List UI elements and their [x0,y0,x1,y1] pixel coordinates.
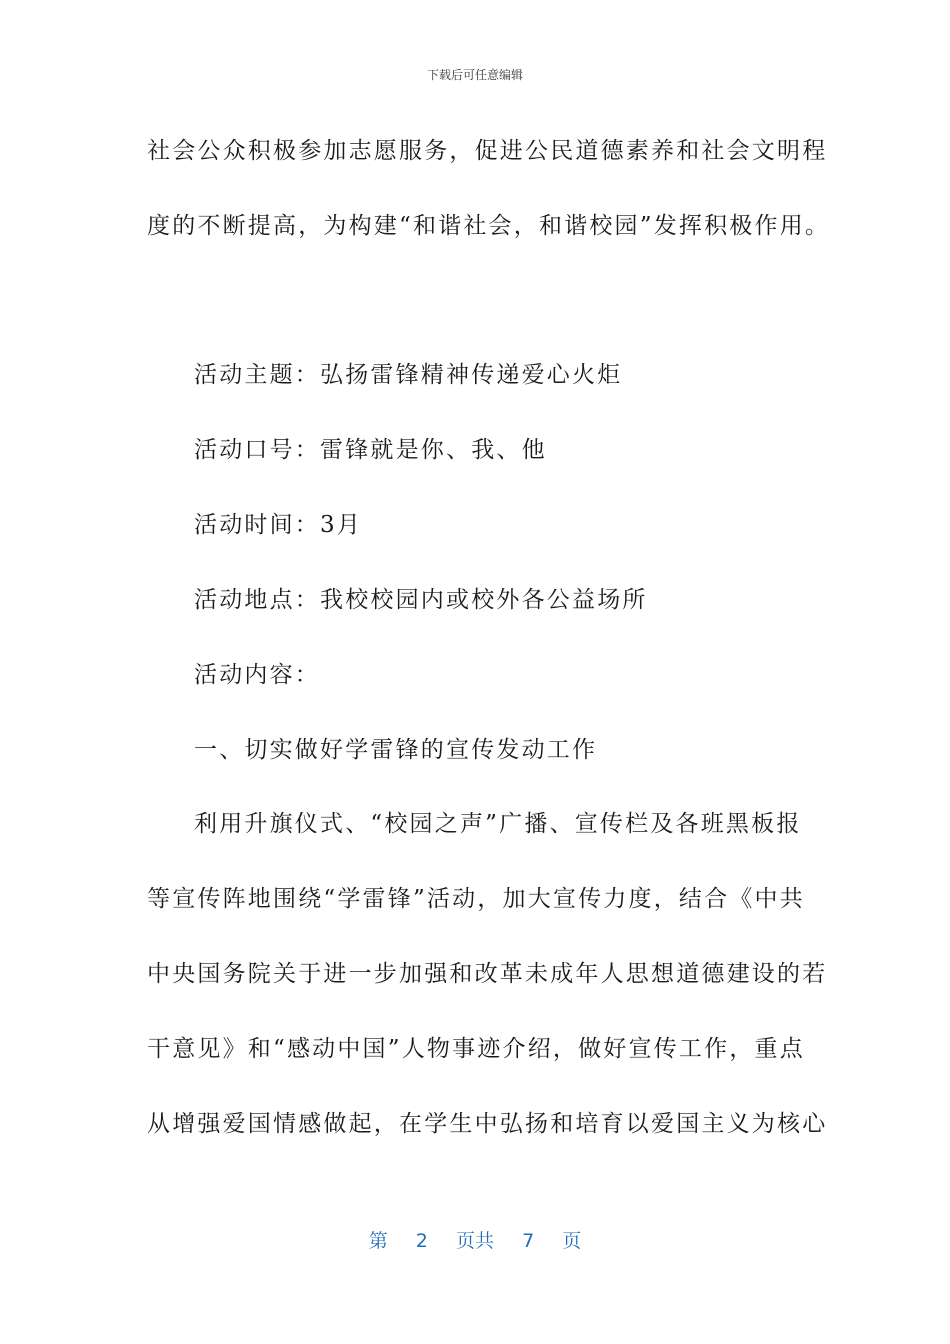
activity-theme: 活动主题：弘扬雷锋精神传递爱心火炬 [194,362,623,388]
current-page-number: 2 [415,1230,428,1252]
paragraph-line: 等宣传阵地围绕“学雷锋”活动，加大宣传力度，结合《中共 [147,886,805,912]
footer-prefix: 第 [368,1230,388,1252]
paragraph-line: 度的不断提高，为构建“和谐社会，和谐校园”发挥积极作用。 [147,213,831,239]
total-page-number: 7 [522,1230,535,1252]
page-header: 下载后可任意编辑 [426,68,523,82]
footer-mid: 页共 [455,1230,494,1252]
page-footer [0,1226,950,1253]
activity-content-heading: 活动内容： [194,662,320,688]
paragraph-line: 从增强爱国情感做起，在学生中弘扬和培育以爱国主义为核心 [147,1111,828,1137]
activity-time: 活动时间：3月 [194,512,363,538]
paragraph-line: 利用升旗仪式、“校园之声”广播、宣传栏及各班黑板报 [194,811,802,837]
section-heading: 一、切实做好学雷锋的宣传发动工作 [194,737,598,763]
paragraph-line: 干意见》和“感动中国”人物事迹介绍，做好宣传工作，重点 [147,1036,805,1062]
activity-slogan: 活动口号：雷锋就是你、我、他 [194,437,547,463]
paragraph-line: 社会公众积极参加志愿服务，促进公民道德素养和社会文明程 [147,138,828,164]
paragraph-line: 中央国务院关于进一步加强和改革未成年人思想道德建设的若 [147,961,828,987]
activity-location: 活动地点：我校校园内或校外各公益场所 [194,587,648,613]
footer-suffix: 页 [562,1230,582,1252]
